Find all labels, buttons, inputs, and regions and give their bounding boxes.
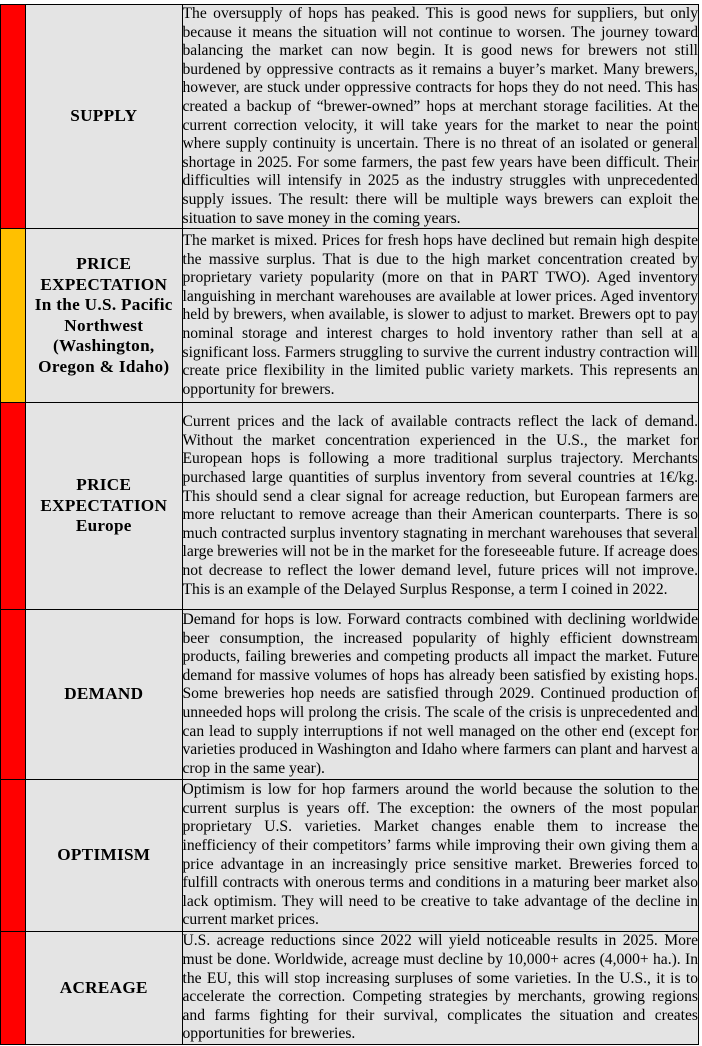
row-label-acreage [26,932,182,1045]
status-indicator-supply [1,5,26,229]
label-line: DEMAND [64,684,144,704]
row-description-acreage: U.S. acreage reductions since 2022 will yield noticeable results in 2025. More must be done. Worldwide, acreage must decline by 10,000+ acres (4,000+ ha.). In the EU, this will stop increasing surpluses of some varieties. In the U.S., it is to accelerate the correction. Competing strategies by merchants, growing regions and farms fighting for their survival, complicates the situation and creates opportunities for breweries. [182,932,699,1045]
label-line: OPTIMISM [57,845,151,865]
row-description-supply: The oversupply of hops has peaked. This is good news for suppliers, but only because it means the situation will not continue to worsen. The journey toward balancing the market can now begin. It is good news for brewers not still burdened by oppressive contracts as it remains a buyer’s market. Many brewers, however, are stuck under oppressive contracts for hops they do not need. This has created a backup of “brewer-owned” hops at merchant storage facilities. At the current correction velocity, it will take years for the market to near the point where supply continuity is uncertain. There is no threat of an isolated or general shortage in 2025. For some farmers, the past few years have been difficult. Their difficulties will intensify in 2025 as the industry struggles with unprecedented supply issues. The result: there will be multiple ways brewers can exploit the situation to save money in the coming years. [182,5,699,229]
row-description-price-europe: Current prices and the lack of available contracts reflect the lack of demand. Without the market concentration experienced in the U.S., the market for European hops is following a more traditional surplus trajectory. Merchants purchased large quantities of surplus inventory from several countries at 1€/kg. This should send a clear signal for acreage reduction, but European farmers are more reluctant to remove acreage than their American counterparts. There is so much contracted surplus inventory stagnating in merchant warehouses that several large breweries will not be in the market for the foreseeable future. If acreage does not decrease to reflect the lower demand level, future prices will not improve. This is an example of the Delayed Surplus Response, a term I coined in 2022. [182,403,699,610]
row-label-price-us [26,229,182,403]
label-line: ACREAGE [59,977,148,997]
label-line: Oregon & Idaho) [38,356,170,376]
table-row-price-expectation-us [1,229,699,403]
status-indicator-acreage [1,932,26,1045]
status-indicator-price-europe [1,403,26,610]
label-line: In the U.S. Pacific [34,295,173,315]
label-line: Europe [75,516,132,536]
row-label-optimism [26,780,182,932]
row-description-optimism: Optimism is low for hop farmers around the world because the solution to the current surplus is years off. The exception: the owners of the most popular proprietary U.S. varieties. Market changes enable them to increase the inefficiency of their competitors’ farms while improving their own giving them a price advantage in an increasingly price sensitive market. Breweries forced to fulfill contracts with onerous terms and conditions in a maturing beer market also lack optimism. They will need to be creative to take advantage of the decline in current market prices. [182,780,699,932]
label-line: EXPECTATION [40,274,168,294]
row-description-price-us: The market is mixed. Prices for fresh hops have declined but remain high despite the massive surplus. That is due to the high market concentration created by proprietary variety popularity (more on that in PART TWO). Aged inventory languishing in merchant warehouses are available at lower prices. Aged inventory held by brewers, when available, is slower to adjust to market. Brewers opt to pay nominal storage and interest charges to hold inventory rather than sell at a significant loss. Farmers struggling to survive the current industry contraction will create price flexibility in the limited public variety markets. This represents an opportunity for brewers. [182,229,699,403]
table-row-price-expectation-europe [1,403,699,610]
table-row-demand [1,610,699,780]
row-label-demand [26,610,182,780]
status-indicator-demand [1,610,26,780]
hop-market-outlook-table [0,4,699,1045]
label-line: SUPPLY [70,106,138,126]
row-description-demand: Demand for hops is low. Forward contracts combined with declining worldwide beer consumption, the increased popularity of highly efficient downstream products, failing breweries and competing products all impact the market. Future demand for massive volumes of hops has already been satisfied by existing hops. Some breweries hop needs are satisfied through 2029. Continued production of unneeded hops will prolong the crisis. The scale of the crisis is unprecedented and can lead to supply interruptions if not well managed on the other end (except for varieties produced in Washington and Idaho where farmers can plant and harvest a crop in the same year). [182,610,699,780]
label-line: Northwest [64,315,144,335]
table-row-supply [1,5,699,229]
status-indicator-optimism [1,780,26,932]
table-row-optimism [1,780,699,932]
status-indicator-price-us [1,229,26,403]
label-line: (Washington, [53,336,155,356]
row-label-supply [26,5,182,229]
label-line: EXPECTATION [40,495,168,515]
row-label-price-europe [26,403,182,610]
label-line: PRICE [76,475,132,495]
label-line: PRICE [76,254,132,274]
table-row-acreage [1,932,699,1045]
